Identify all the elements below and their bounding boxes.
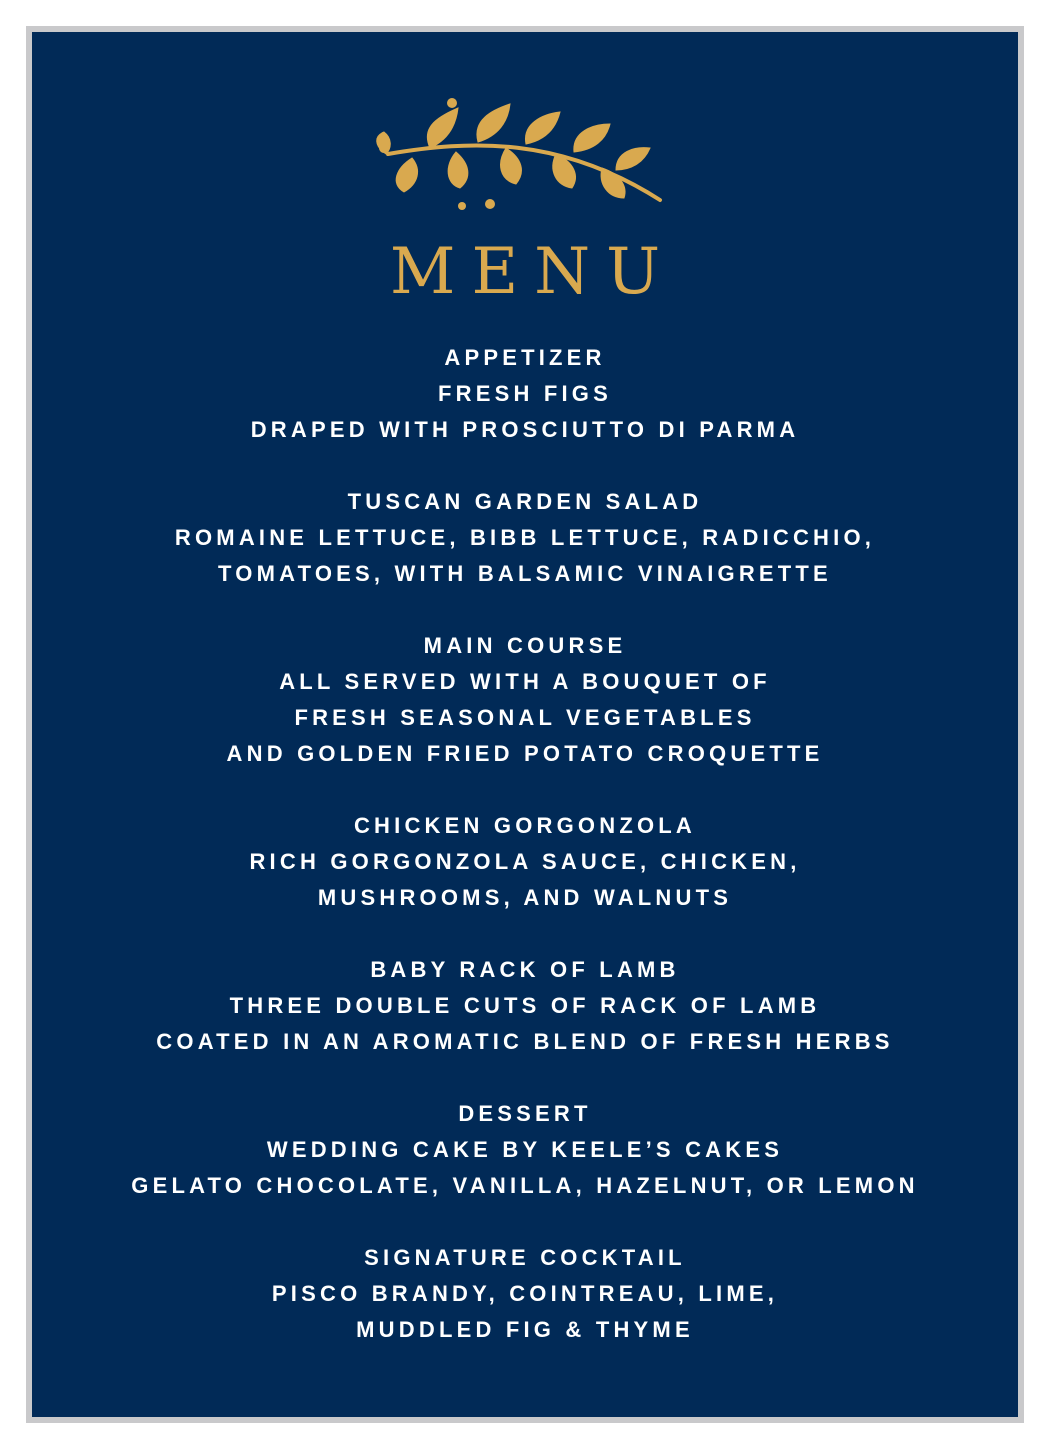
section-salad xyxy=(0,484,1050,592)
section-heading: TUSCAN GARDEN SALAD xyxy=(347,489,703,514)
menu-item-description: FRESH SEASONAL VEGETABLES xyxy=(294,705,756,730)
menu-item-description: RICH GORGONZOLA SAUCE, CHICKEN, xyxy=(249,849,801,874)
section-heading: DESSERT xyxy=(458,1101,592,1126)
menu-item-description: MUDDLED FIG & THYME xyxy=(356,1317,694,1342)
section-lamb xyxy=(0,952,1050,1060)
section-cocktail xyxy=(0,1240,1050,1348)
menu-item-description: DRAPED WITH PROSCIUTTO DI PARMA xyxy=(250,417,800,442)
menu-item: FRESH FIGS xyxy=(437,381,612,406)
section-heading: CHICKEN GORGONZOLA xyxy=(353,813,697,838)
menu-item-description: AND GOLDEN FRIED POTATO CROQUETTE xyxy=(226,741,824,766)
section-heading: APPETIZER xyxy=(444,345,606,370)
olive-sprig-icon xyxy=(360,88,690,218)
menu-item-description: COATED IN AN AROMATIC BLEND OF FRESH HERBS xyxy=(156,1029,894,1054)
menu-item-description: THREE DOUBLE CUTS OF RACK OF LAMB xyxy=(229,993,821,1018)
section-dessert xyxy=(0,1096,1050,1204)
menu-sections xyxy=(0,340,1050,1384)
menu-item-description: MUSHROOMS, AND WALNUTS xyxy=(317,885,733,910)
section-appetizer xyxy=(0,340,1050,448)
section-heading: BABY RACK OF LAMB xyxy=(370,957,680,982)
section-chicken xyxy=(0,808,1050,916)
menu-item-description: WEDDING CAKE BY KEELE’S CAKES xyxy=(266,1137,784,1162)
section-main-course xyxy=(0,628,1050,772)
menu-item-description: TOMATOES, WITH BALSAMIC VINAIGRETTE xyxy=(218,561,832,586)
menu-item-description: ALL SERVED WITH A BOUQUET OF xyxy=(279,669,771,694)
menu-item-description: PISCO BRANDY, COINTREAU, LIME, xyxy=(271,1281,779,1306)
menu-item-description: GELATO CHOCOLATE, VANILLA, HAZELNUT, OR LEMON xyxy=(131,1173,919,1198)
menu-title: MENU xyxy=(389,235,677,309)
menu-item-description: ROMAINE LETTUCE, BIBB LETTUCE, RADICCHIO, xyxy=(174,525,876,550)
section-heading: MAIN COURSE xyxy=(423,633,627,658)
section-heading: SIGNATURE COCKTAIL xyxy=(364,1245,686,1270)
